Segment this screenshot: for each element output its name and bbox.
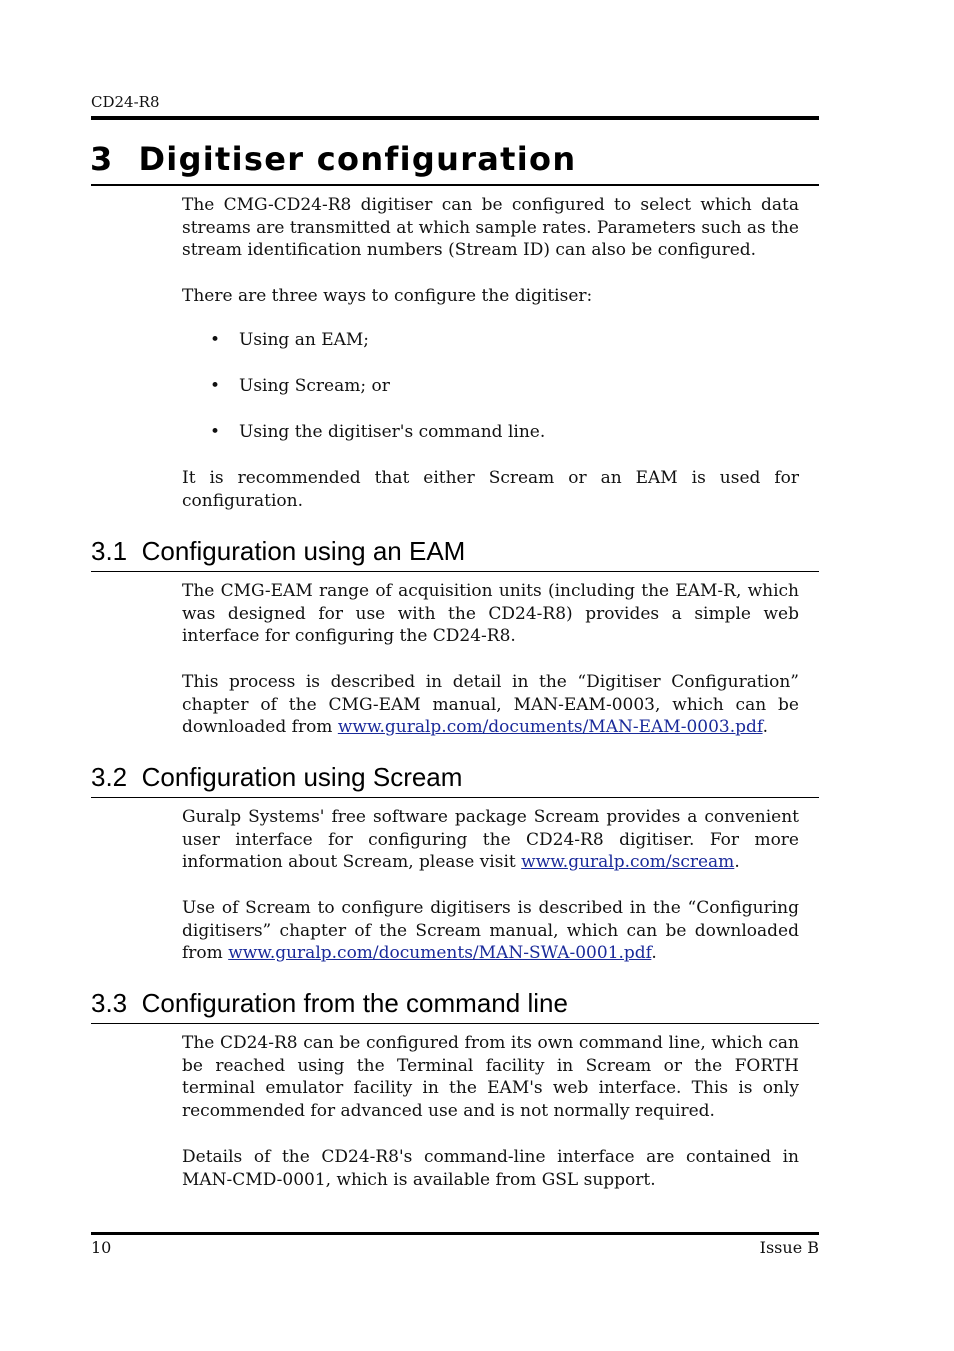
header-rule xyxy=(91,116,819,120)
section-3-1-paragraph-1: The CMG-EAM range of acquisition units (including the EAM-R, which was designed for use with the CD24-R8) provides a simple web interface for configuring the CD24-R8. xyxy=(182,581,799,647)
section-3-2-paragraph-2 xyxy=(182,897,799,965)
scream-manual-link[interactable]: www.guralp.com/documents/MAN-SWA-0001.pdf xyxy=(228,943,652,964)
page-number: 10 xyxy=(91,1238,112,1257)
bullet-icon: • xyxy=(210,330,221,350)
paragraph-text: . xyxy=(651,943,657,964)
paragraph-text: . xyxy=(762,717,768,738)
section-3-3-rule xyxy=(91,1023,819,1024)
paragraph-text: Use of Scream to configure digitisers is described in the “Configuring digitisers” chapter of the Scream manual, which can be downloaded from xyxy=(182,898,799,964)
section-3-1-rule xyxy=(91,571,819,572)
section-3-3-title: 3.3 Configuration from the command line xyxy=(91,988,568,1018)
running-header: CD24-R8 xyxy=(91,93,160,111)
section-3-3-paragraph-1: The CD24-R8 can be configured from its own command line, which can be reached using the Terminal facility in Scream or the FORTH terminal emulator facility in the EAM's web interface. This is only recommended for advanced use and is not normally required. xyxy=(182,1033,799,1121)
list-item: Using an EAM; xyxy=(239,330,370,350)
intro-paragraph-3: It is recommended that either Scream or an EAM is used for configuration. xyxy=(182,468,799,511)
paragraph-text: Guralp Systems' free software package Scream provides a convenient user interface for configuring the CD24-R8 digitiser. For more information about Scream, please visit xyxy=(182,807,799,873)
intro-paragraph-1: The CMG-CD24-R8 digitiser can be configured to select which data streams are transmitted at which sample rates. Parameters such as the stream identification numbers (Stream ID) can also be configured. xyxy=(182,195,799,261)
section-3-1-paragraph-2 xyxy=(182,671,799,739)
bullet-icon: • xyxy=(210,422,221,442)
section-3-2-title: 3.2 Configuration using Scream xyxy=(91,762,463,792)
chapter-title-rule xyxy=(91,184,819,186)
bullet-icon: • xyxy=(210,376,221,396)
list-item: Using Scream; or xyxy=(239,376,390,396)
list-item: Using the digitiser's command line. xyxy=(239,422,546,442)
eam-manual-link[interactable]: www.guralp.com/documents/MAN-EAM-0003.pdf xyxy=(337,717,763,738)
scream-link[interactable]: www.guralp.com/scream xyxy=(521,852,735,873)
intro-paragraph-2: There are three ways to configure the digitiser: xyxy=(182,286,593,306)
section-3-2-paragraph-1 xyxy=(182,806,799,874)
issue-label: Issue B xyxy=(759,1238,819,1257)
section-3-2-rule xyxy=(91,797,819,798)
paragraph-text: This process is described in detail in the “Digitiser Configuration” chapter of the CMG-EAM manual, MAN-EAM-0003, which can be downloaded from xyxy=(182,672,799,738)
section-3-3-paragraph-2: Details of the CD24-R8's command-line interface are contained in MAN-CMD-0001, which is available from GSL support. xyxy=(182,1147,799,1190)
footer-rule xyxy=(91,1232,819,1235)
section-3-1-title: 3.1 Configuration using an EAM xyxy=(91,536,466,566)
paragraph-text: . xyxy=(734,852,740,873)
chapter-title: 3 Digitiser configuration xyxy=(90,140,577,178)
